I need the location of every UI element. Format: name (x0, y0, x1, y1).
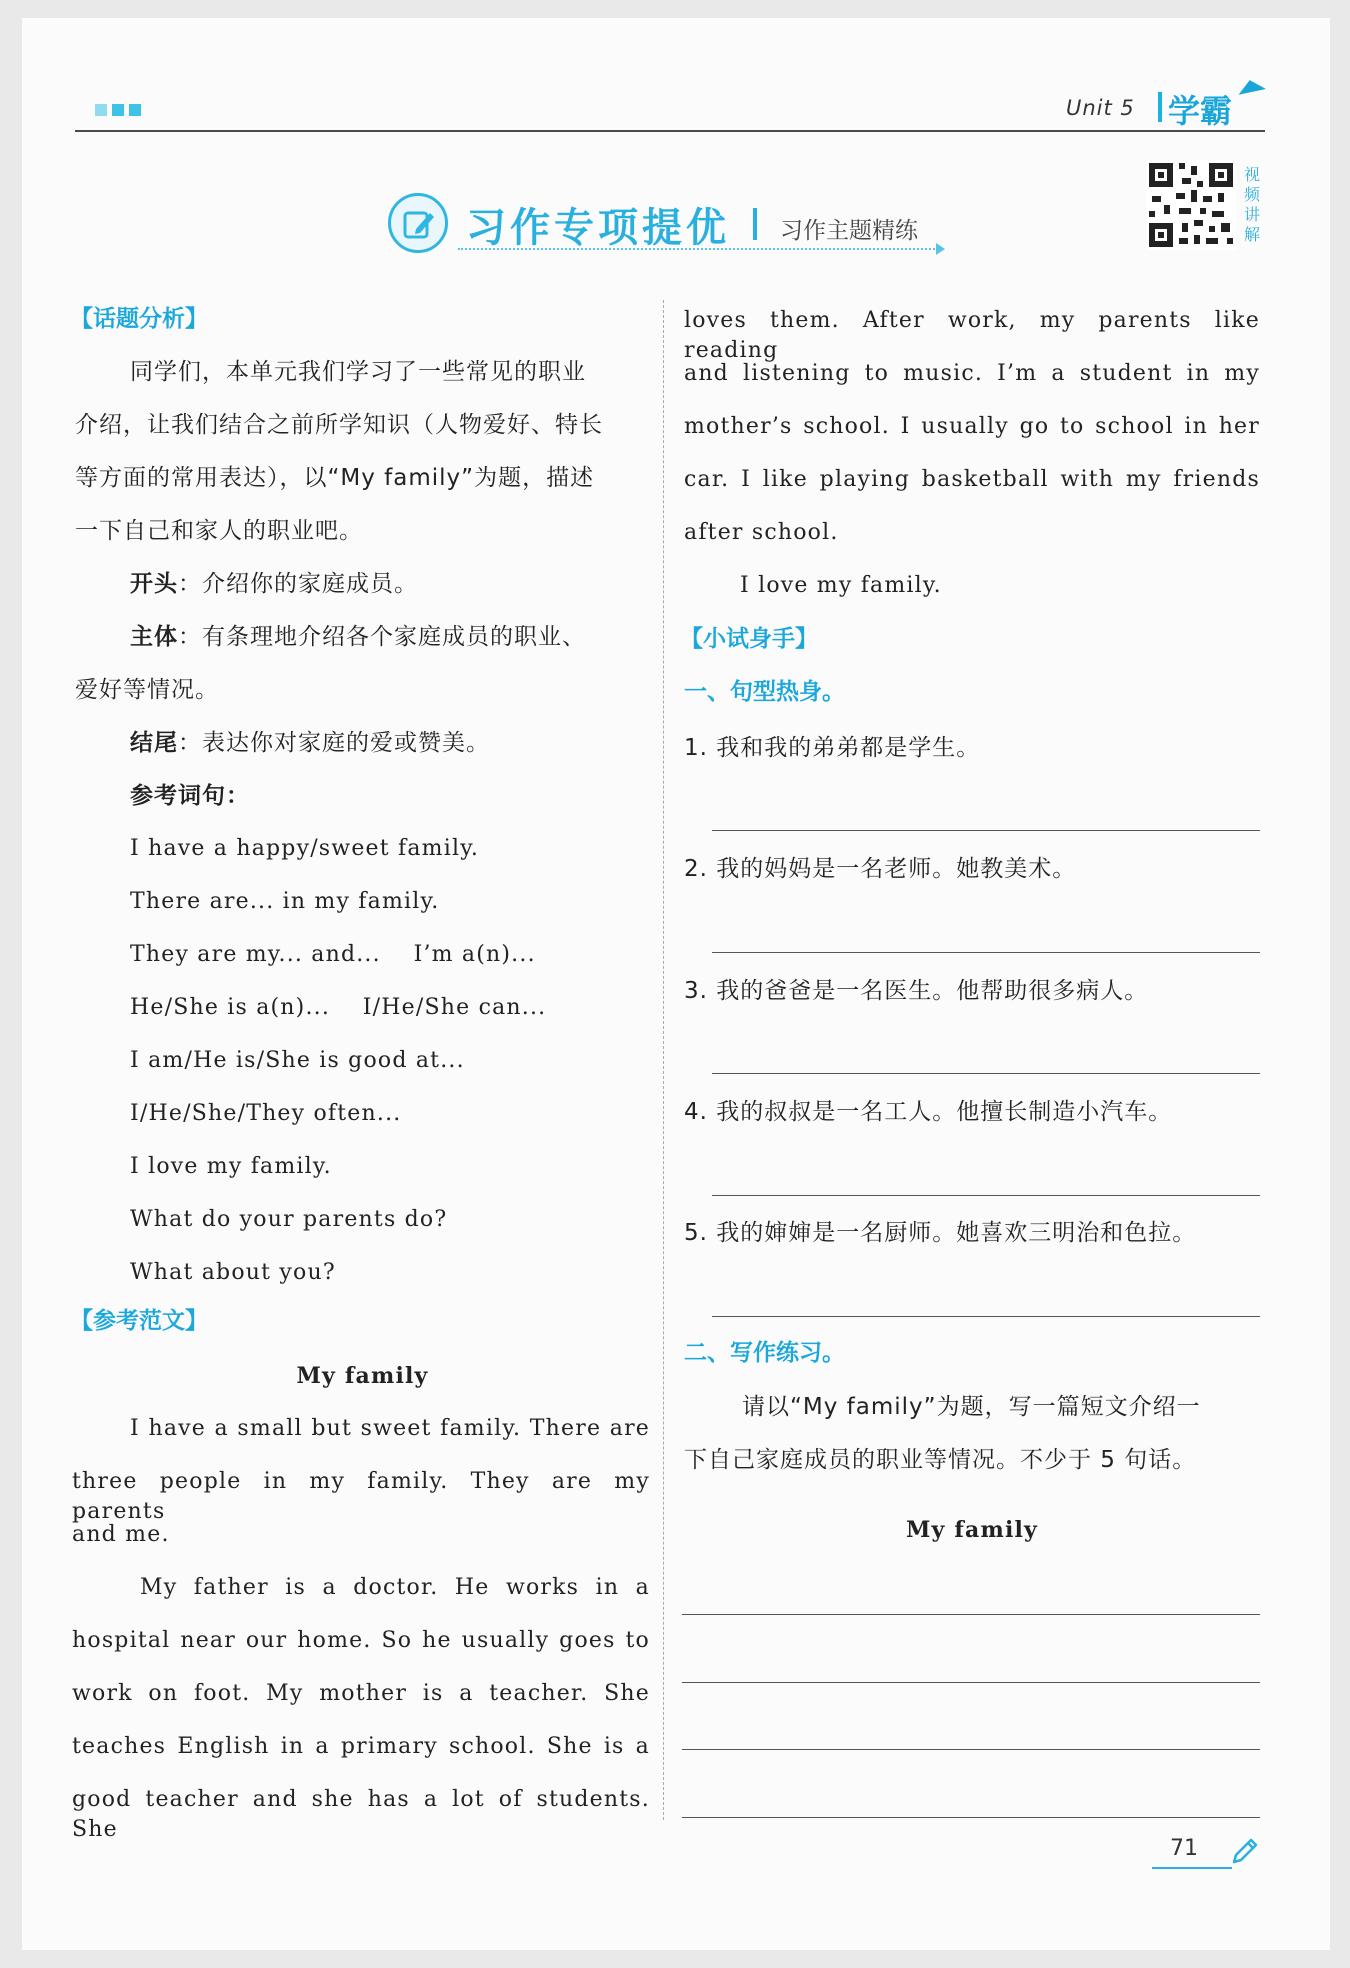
intro-line: 等方面的常用表达），以“My family”为题，描述 (75, 465, 595, 491)
answer-line[interactable] (712, 1195, 1260, 1196)
phrase: What do your parents do? (130, 1207, 448, 1232)
header-divider (1158, 92, 1162, 122)
essay-line: work on foot. My mother is a teacher. She (72, 1681, 650, 1706)
reference-label: 参考词句： (130, 783, 250, 809)
phrase: I/He/She/They often... (130, 1101, 402, 1126)
writing-prompt: 请以“My family”为题，写一篇短文介绍一 (742, 1394, 1201, 1420)
phrase: What about you? (130, 1260, 336, 1285)
writing-line[interactable] (682, 1749, 1260, 1750)
answer-line[interactable] (712, 1073, 1260, 1074)
writing-line[interactable] (682, 1817, 1260, 1818)
header-rule (75, 130, 1265, 132)
pencil-icon (1230, 1836, 1260, 1866)
essay-line: mother’s school. I usually go to school in her (684, 414, 1260, 439)
column-divider (663, 300, 664, 1820)
phrase: I am/He is/She is good at... (130, 1048, 465, 1073)
qr-code-icon[interactable] (1146, 160, 1236, 250)
ending-text: ：表达你对家庭的爱或赞美。 (178, 730, 490, 756)
page-number: 71 (1170, 1836, 1198, 1861)
body-guide (130, 622, 586, 652)
intro-line: 同学们，本单元我们学习了一些常见的职业 (130, 359, 586, 385)
essay-line: and me. (72, 1522, 170, 1547)
intro-line: 介绍，让我们结合之前所学知识（人物爱好、特长 (75, 412, 603, 438)
essay-line: I love my family. (740, 573, 942, 598)
answer-line[interactable] (712, 1316, 1260, 1317)
arrow-icon (936, 243, 945, 255)
writing-line[interactable] (682, 1682, 1260, 1683)
qr-label-char: 视 (1243, 165, 1260, 184)
qr-label-char: 解 (1243, 225, 1260, 244)
part2-heading: 二、写作练习。 (684, 1340, 845, 1366)
essay-line: teaches English in a primary school. She is a (72, 1734, 650, 1759)
edit-icon (388, 193, 448, 253)
opening-guide (130, 569, 418, 599)
sample-essay-title: My family (296, 1363, 429, 1389)
title-underline (458, 248, 938, 250)
body-label: 主体 (130, 624, 178, 650)
page-number-underline (1152, 1867, 1232, 1869)
essay-line: good teacher and she has a lot of students. She (72, 1787, 650, 1842)
qr-label-char: 频 (1243, 185, 1260, 204)
answer-line[interactable] (712, 952, 1260, 953)
section-title: 习作专项提优 (466, 205, 730, 251)
phrase: He/She is a(n)... I/He/She can... (130, 995, 547, 1020)
exercise-item: 1. 我和我的弟弟都是学生。 (684, 735, 981, 761)
essay-line: hospital near our home. So he usually goes to (72, 1628, 650, 1653)
practice-heading: 【小试身手】 (680, 626, 818, 652)
phrase: I love my family. (130, 1154, 332, 1179)
exercise-item: 5. 我的婶婶是一名厨师。她喜欢三明治和色拉。 (684, 1220, 1197, 1246)
essay-line: car. I like playing basketball with my friends (684, 467, 1260, 492)
exercise-item: 3. 我的爸爸是一名医生。他帮助很多病人。 (684, 978, 1149, 1004)
writing-title: My family (905, 1517, 1039, 1543)
opening-text: ：介绍你的家庭成员。 (178, 571, 418, 597)
essay-line: three people in my family. They are my parents (72, 1469, 650, 1524)
header-decoration (95, 104, 141, 116)
phrase: I have a happy/sweet family. (130, 836, 480, 861)
brand-logo: 学霸 (1168, 92, 1233, 130)
sample-essay-heading: 【参考范文】 (70, 1308, 208, 1334)
body-guide-cont: 爱好等情况。 (75, 677, 219, 703)
opening-label: 开头 (130, 571, 178, 597)
topic-analysis-heading: 【话题分析】 (70, 306, 208, 332)
essay-line: I have a small but sweet family. There are (130, 1416, 650, 1441)
essay-line: after school. (684, 520, 839, 545)
qr-label-char: 讲 (1243, 205, 1260, 224)
essay-line: loves them. After work, my parents like reading (684, 308, 1260, 363)
answer-line[interactable] (712, 830, 1260, 831)
phrase: There are... in my family. (130, 889, 440, 914)
phrase: They are my... and... I’m a(n)... (130, 942, 536, 967)
writing-prompt: 下自己家庭成员的职业等情况。不少于 5 句话。 (684, 1447, 1197, 1473)
body-text: ：有条理地介绍各个家庭成员的职业、 (178, 624, 586, 650)
writing-line[interactable] (682, 1614, 1260, 1615)
intro-line: 一下自己和家人的职业吧。 (75, 518, 363, 544)
exercise-item: 2. 我的妈妈是一名老师。她教美术。 (684, 856, 1077, 882)
essay-line: My father is a doctor. He works in a (140, 1575, 650, 1600)
unit-label: Unit 5 (1066, 96, 1135, 120)
essay-line: and listening to music. I’m a student in my (684, 361, 1260, 386)
qr-label (1241, 165, 1263, 245)
ending-guide (130, 728, 490, 758)
section-subtitle: 习作主题精练 (780, 218, 918, 244)
exercise-item: 4. 我的叔叔是一名工人。他擅长制造小汽车。 (684, 1099, 1173, 1125)
title-divider (753, 208, 757, 240)
ending-label: 结尾 (130, 730, 178, 756)
part1-heading: 一、句型热身。 (684, 679, 845, 705)
